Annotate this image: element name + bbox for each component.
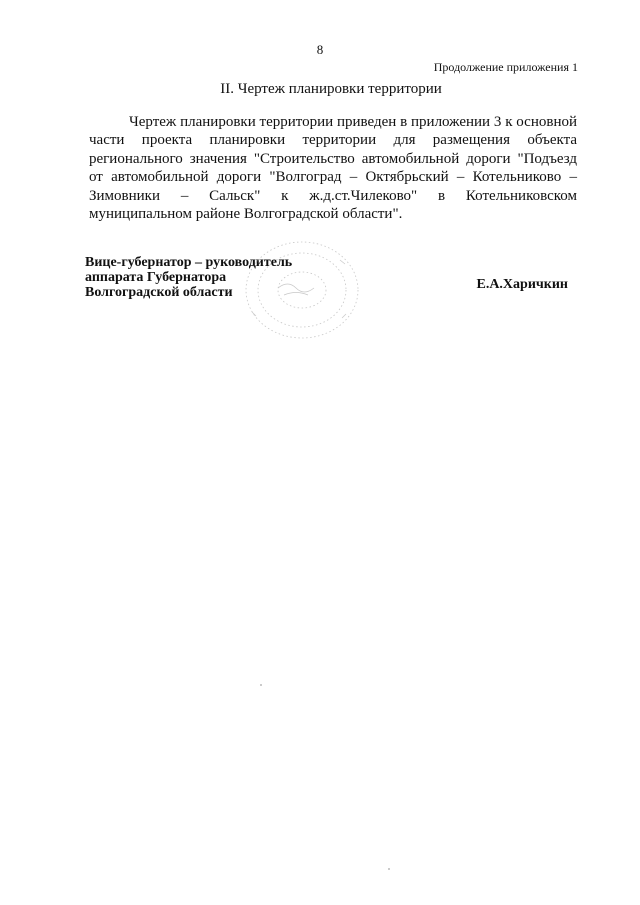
signer-position-line-1: Вице-губернатор – руководитель [85, 255, 293, 270]
page-number: 8 [316, 42, 324, 57]
scan-speck [260, 684, 262, 686]
section-title: II. Чертеж планировки территории [220, 81, 442, 97]
signer-position-line-3: Волгоградской области [85, 285, 233, 300]
signer-name: Е.А.Харичкин [476, 277, 568, 292]
signer-position-line-2: аппарата Губернатора [85, 270, 227, 285]
body-paragraph: Чертеж планировки территории приведен в приложении 3 к основной части проекта планировки территории для размещения объекта регионального значения "Строительство автомобильной дороги "Подъезд от автомобильной дороги "Волгоград – Октябрьский – Котельниково – Зимовники – Сальск" к ж.д.ст.Чилеково" в Котельниковском муниципальном районе Волгоградской области". [89, 114, 577, 223]
continuation-note: Продолжение приложения 1 [433, 60, 578, 74]
faded-seal-icon [236, 232, 368, 344]
scan-speck [388, 868, 390, 870]
